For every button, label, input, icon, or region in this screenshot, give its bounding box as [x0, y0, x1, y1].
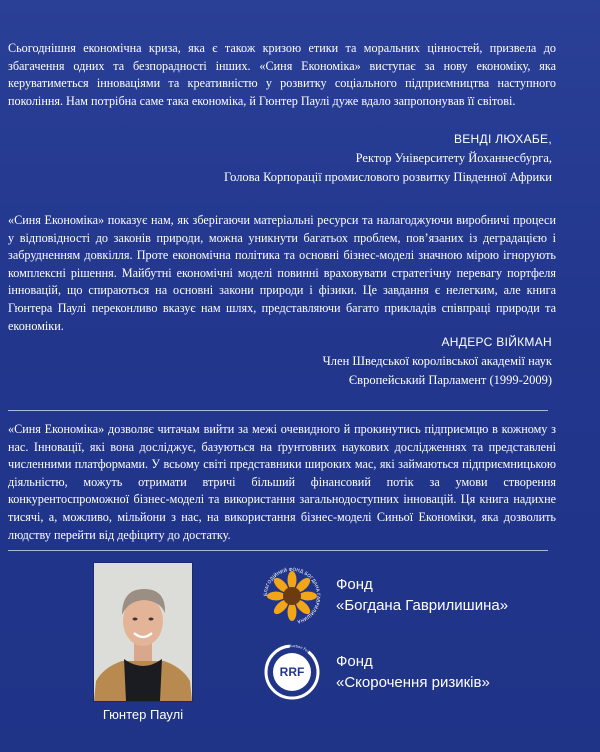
quote-2-text: «Синя Економіка» показує нам, як зберігаючи матеріальні ресурси та налагоджуючи виробничі процеси у відповідності до законів природи, можна уникнути багатьох проблем, пов’язаних із деградацією і забрудненням довкілля. Проте економічна політика та основні бізнес-моделі значною мірою ігнорують комплексні рішення. Майбутні економічні моделі повинні враховувати стратегічну перевагу портфеля інновацій, що спираються на основні закони природи і фізики. Це завдання є нелегким, але книга Гюнтера Паулі переконливо вказує нам шлях, представляючи багато прикладів співпраці природи та економіки.	[8, 213, 556, 333]
fund-2-line-1: Фонд	[336, 653, 373, 670]
author-portrait-image	[94, 563, 192, 701]
quote-2-role-1: Член Шведської королівської академії наук	[322, 354, 552, 368]
quote-1-role-1: Ректор Університету Йоханнесбурга,	[355, 151, 552, 165]
author-photo	[93, 562, 193, 702]
divider-bottom	[8, 550, 548, 551]
divider-top	[8, 410, 548, 411]
quote-2-role-2: Європейський Парламент (1999-2009)	[348, 373, 552, 387]
sunflower-logo-icon	[262, 566, 322, 626]
rrf-logo-icon	[264, 644, 320, 700]
quote-2	[8, 212, 556, 335]
fund-1-line-1: Фонд	[336, 576, 373, 593]
quote-1-author: ВЕНДІ ЛЮХАБЕ,	[453, 132, 552, 146]
quote-1-text: Сьогоднішня економічна криза, яка є також кризою етики та моральних цінностей, призвела до збагачення одних та безпорадності інших. «Синя Економіка» виступає за нову економіку, яка керуватиметься інноваціями та креативністю у розвитку соціального підприємництва наступного покоління. Нам потрібна саме така економіка, й Гюнтер Паулі дуже вдало запропонував її світові.	[8, 41, 556, 108]
quote-1-role-2: Голова Корпорації промислового розвитку Південної Африки	[223, 170, 552, 184]
fund-2	[336, 651, 490, 693]
fund-2-ring-text: Risk Reduction Foundation	[275, 644, 319, 665]
fund-1-ring-text: БЛАГОДІЙНИЙ ФОНД БОГДАНА ГАВРИЛИШИНА	[263, 567, 321, 624]
quote-1-signature	[224, 130, 552, 187]
fund-2-line-2: «Скорочення ризиків»	[336, 674, 490, 691]
quote-2-signature	[323, 333, 552, 390]
author-caption: Гюнтер Паулі	[102, 707, 184, 722]
book-description	[8, 421, 556, 544]
quote-1	[8, 40, 556, 110]
description-text: «Синя Економіка» дозволяє читачам вийти за межі очевидного й прокинутись підприємцю в кожному з нас. Інновації, які вона досліджує, базуються на ґрунтовних наукових дослідженнях та представлені численними платформами. У всьому світі представники широких мас, які займаються підприємницькою діяльністю, можуть отримати втричі більший фінансовий потік за умови створення конкурентоспроможної бізнес-моделі та використання загальнодоступних інновацій. Ця книга надихне тисячі, а, можливо, мільйони з нас, на використання бізнес-моделі Синьої Економіки, яка дозволить людству перейти від дефіциту до достатку.	[8, 422, 556, 542]
fund-1-line-2: «Богдана Гаврилишина»	[336, 597, 509, 614]
rrf-logo-text: RRF	[279, 665, 305, 679]
fund-1	[336, 574, 508, 616]
quote-2-author: АНДЕРС ВІЙКМАН	[441, 335, 552, 349]
